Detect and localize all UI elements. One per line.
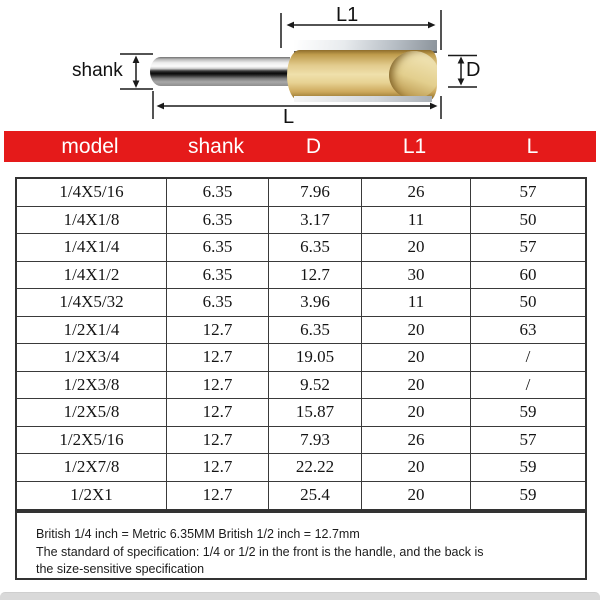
header-d: D: [305, 134, 322, 158]
cell-shank: 12.7: [167, 454, 269, 481]
cell-shank: 12.7: [167, 344, 269, 371]
cell-shank: 6.35: [167, 207, 269, 234]
cell-l: /: [525, 374, 531, 394]
table-row: [17, 234, 585, 262]
cell-l1: 11: [362, 207, 471, 234]
cell-model: 1/4X5/16: [17, 179, 167, 206]
cell-d: 12.7: [269, 262, 362, 289]
bottom-divider-bar: [0, 592, 600, 600]
cell-model: 1/4X1/4: [17, 234, 167, 261]
cell-l1: 20: [362, 317, 471, 344]
cell-l: 63: [519, 319, 537, 339]
cell-l1: 26: [362, 427, 471, 454]
cell-d: 7.96: [269, 179, 362, 206]
cell-l: 59: [519, 402, 537, 422]
cell-d: 19.05: [269, 344, 362, 371]
shank-dim-arrow-down-icon: [133, 81, 140, 89]
note-line-2: The standard of specification: 1/4 or 1/2 in the front is the handle, and the back is: [36, 544, 484, 559]
cell-model: 1/2X7/8: [17, 454, 167, 481]
cell-l1: 20: [362, 482, 471, 510]
table-row: [17, 482, 585, 510]
cell-d: 9.52: [269, 372, 362, 399]
header-shank: shank: [187, 134, 245, 158]
cell-d: 25.4: [269, 482, 362, 510]
header-model: model: [61, 134, 119, 158]
cell-shank: 6.35: [167, 179, 269, 206]
router-bit-diagram: [0, 0, 600, 131]
table-row: [17, 317, 585, 345]
cell-l: 60: [519, 264, 537, 284]
cell-model: 1/2X1: [17, 482, 167, 510]
note-line-3: the size-sensitive specification: [36, 562, 205, 576]
cell-shank: 6.35: [167, 289, 269, 316]
cell-l: 50: [519, 209, 537, 229]
cell-d: 3.96: [269, 289, 362, 316]
table-row: [17, 262, 585, 290]
cell-d: 7.93: [269, 427, 362, 454]
header-l: L: [526, 134, 539, 158]
table-row: [17, 454, 585, 482]
cell-l: 59: [519, 485, 537, 505]
header-l1: L1: [402, 134, 427, 158]
cell-model: 1/2X5/16: [17, 427, 167, 454]
table-row: [17, 207, 585, 235]
cell-model: 1/2X3/4: [17, 344, 167, 371]
cell-shank: 12.7: [167, 427, 269, 454]
cell-d: 15.87: [269, 399, 362, 426]
cell-d: 22.22: [269, 454, 362, 481]
d-dimension-label: D: [466, 59, 481, 81]
cell-shank: 12.7: [167, 482, 269, 510]
cell-l: /: [525, 347, 531, 367]
l-dim-arrow-left-icon: [157, 103, 165, 110]
l-dimension-label: L: [283, 106, 295, 128]
cell-shank: 12.7: [167, 399, 269, 426]
table-row: [17, 344, 585, 372]
cell-l1: 20: [362, 399, 471, 426]
l1-dim-arrow-left-icon: [287, 22, 295, 29]
table-row: [17, 179, 585, 207]
l1-dimension-label: L1: [336, 4, 359, 26]
cell-d: 3.17: [269, 207, 362, 234]
l-dim-arrow-right-icon: [430, 103, 438, 110]
cell-model: 1/4X1/2: [17, 262, 167, 289]
cell-d: 6.35: [269, 234, 362, 261]
shank-dimension-label: shank: [72, 60, 123, 81]
cell-d: 6.35: [269, 317, 362, 344]
table-row: [17, 289, 585, 317]
cell-l1: 26: [362, 179, 471, 206]
specification-notes: [15, 511, 587, 580]
cell-model: 1/2X3/8: [17, 372, 167, 399]
cell-l1: 11: [362, 289, 471, 316]
table-header-bar: [4, 131, 596, 162]
cell-model: 1/2X5/8: [17, 399, 167, 426]
shank-dim-arrow-up-icon: [133, 56, 140, 64]
cell-l1: 20: [362, 344, 471, 371]
table-row: [17, 372, 585, 400]
cell-l: 57: [519, 237, 537, 257]
cell-l: 50: [519, 292, 537, 312]
cell-shank: 6.35: [167, 234, 269, 261]
cell-model: 1/4X5/32: [17, 289, 167, 316]
l1-dim-arrow-right-icon: [428, 22, 436, 29]
d-dim-arrow-up-icon: [458, 57, 465, 64]
spec-table: [15, 177, 587, 511]
table-row: [17, 399, 585, 427]
cell-shank: 12.7: [167, 317, 269, 344]
d-dim-arrow-down-icon: [458, 79, 465, 86]
cell-l1: 20: [362, 234, 471, 261]
cell-shank: 6.35: [167, 262, 269, 289]
note-line-1: British 1/4 inch = Metric 6.35MM British 1/2 inch = 12.7mm: [36, 527, 360, 541]
cell-l: 57: [519, 182, 537, 202]
cell-l1: 30: [362, 262, 471, 289]
cell-l: 57: [519, 429, 537, 449]
cell-l1: 20: [362, 372, 471, 399]
cell-l1: 20: [362, 454, 471, 481]
cell-shank: 12.7: [167, 372, 269, 399]
cell-l: 59: [519, 457, 537, 477]
cell-model: 1/2X1/4: [17, 317, 167, 344]
table-row: [17, 427, 585, 455]
cell-model: 1/4X1/8: [17, 207, 167, 234]
